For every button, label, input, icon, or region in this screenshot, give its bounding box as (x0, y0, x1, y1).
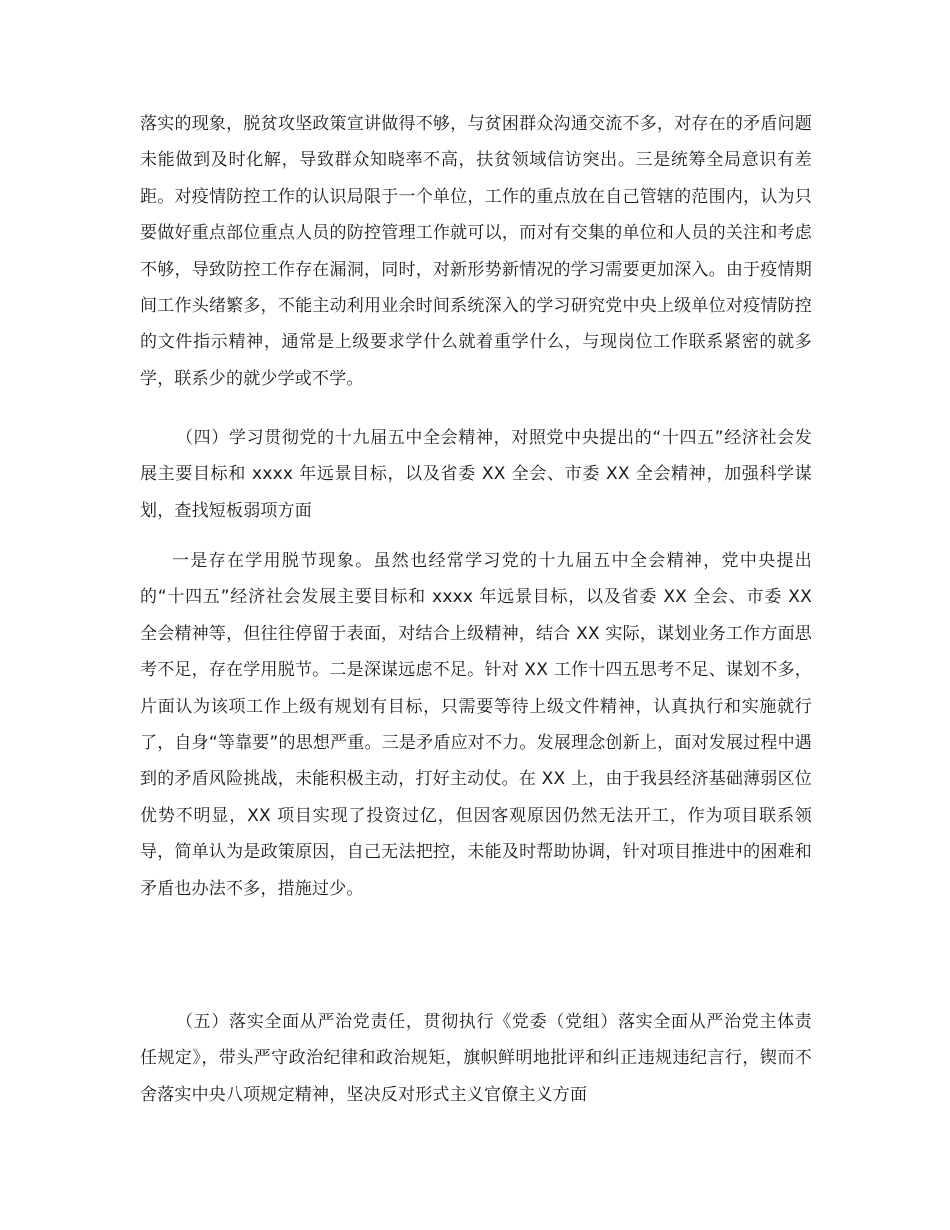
body-paragraph-2: 一是存在学用脱节现象。虽然也经常学习党的十九届五中全会精神，党中央提出的“十四五”经济社会发展主要目标和 xxxx 年远景目标，以及省委 XX 全会、市委 XX 全会精神等，但往往停留于表面，对结合上级精神，结合 XX 实际，谋划业务工作方面思考不足，存在学用脱节。二是深谋远虑不足。针对 XX 工作十四五思考不足、谋划不多，片面认为该项工作上级有规划有目标，只需要等待上级文件精神，认真执行和实施就行了，自身“等靠要”的思想严重。三是矛盾应对不力。发展理念创新上，面对发展过程中遇到的矛盾风险挑战，未能积极主动，打好主动仗。在 XX 上，由于我县经济基础薄弱区位优势不明显，XX 项目实现了投资过亿，但因客观原因仍然无法开工，作为项目联系领导，简单认为是政策原因，自己无法把控，未能及时帮助协调，针对项目推进中的困难和矛盾也办法不多，措施过少。 (140, 551, 812, 899)
body-paragraph-1: 落实的现象，脱贫攻坚政策宣讲做得不够，与贫困群众沟通交流不多，对存在的矛盾问题未能做到及时化解，导致群众知晓率不高，扶贫领域信访突出。三是统筹全局意识有差距。对疫情防控工作的认识局限于一个单位，工作的重点放在自己管辖的范围内，认为只要做好重点部位重点人员的防控管理工作就可以，而对有交集的单位和人员的关注和考虑不够，导致防控工作存在漏洞，同时，对新形势新情况的学习需要更加深入。由于疫情期间工作头绪繁多，不能主动利用业余时间系统深入的学习研究党中央上级单位对疫情防控的文件指示精神，通常是上级要求学什么就着重学什么，与现岗位工作联系紧密的就多学，联系少的就少学或不学。 (140, 114, 812, 389)
section-heading-4: （四）学习贯彻党的十九届五中全会精神，对照党中央提出的“十四五”经济社会发展主要目标和 xxxx 年远景目标，以及省委 XX 全会、市委 XX 全会精神，加强科学谋划，查找短板弱项方面 (140, 428, 812, 521)
section-heading-5: （五）落实全面从严治党责任，贯彻执行《党委（党组）落实全面从严治党主体责任规定》，带头严守政治纪律和政治规矩，旗帜鲜明地批评和纠正违规违纪言行，锲而不舍落实中央八项规定精神，坚决反对形式主义官僚主义方面 (140, 1012, 812, 1105)
